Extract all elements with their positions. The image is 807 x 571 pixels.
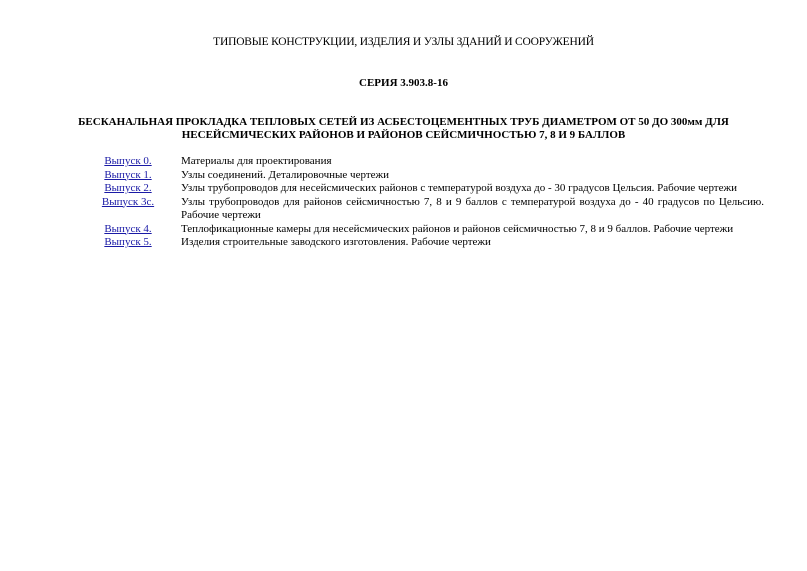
document-top-title: ТИПОВЫЕ КОНСТРУКЦИИ, ИЗДЕЛИЯ И УЗЛЫ ЗДАНИЙ И СООРУЖЕНИЙ bbox=[213, 36, 594, 48]
list-item bbox=[80, 236, 764, 250]
list-item bbox=[80, 196, 764, 223]
issue-link-1[interactable]: Выпуск 1. bbox=[104, 168, 152, 181]
issue-link-4[interactable]: Выпуск 4. bbox=[104, 222, 152, 235]
list-item bbox=[80, 223, 764, 237]
list-item bbox=[80, 155, 764, 169]
issue-link-5[interactable]: Выпуск 5. bbox=[104, 236, 152, 248]
series-title: СЕРИЯ 3.903.8-16 bbox=[359, 77, 448, 89]
issue-description: Материалы для проектирования bbox=[181, 155, 332, 167]
issue-link-2[interactable]: Выпуск 2. bbox=[104, 182, 152, 194]
issue-link-0[interactable]: Выпуск 0. bbox=[104, 155, 152, 167]
issue-description: Узлы соединений. Деталировочные чертежи bbox=[181, 168, 390, 181]
main-title: БЕСКАНАЛЬНАЯ ПРОКЛАДКА ТЕПЛОВЫХ СЕТЕЙ ИЗ АСБЕСТОЦЕМЕНТНЫХ ТРУБ ДИАМЕТРОМ ОТ 50 ДО 300мм ДЛЯ НЕСЕЙСМИЧЕСКИХ РАЙОНОВ И РАЙОНОВ СЕЙСМИЧНОСТЬЮ 7, 8 И 9 БАЛЛОВ bbox=[78, 116, 729, 141]
issue-link-3[interactable]: Выпуск 3с. bbox=[101, 195, 155, 208]
issue-description: Узлы трубопроводов для районов сейсмичностью 7, 8 и 9 баллов с температурой воздуха до - 40 градусов по Цельсию. Рабочие чертежи bbox=[181, 195, 764, 221]
issue-description: Узлы трубопроводов для несейсмических районов с температурой воздуха до - 30 градусов Цельсия. Рабочие чертежи bbox=[181, 182, 737, 194]
list-item bbox=[80, 182, 764, 196]
list-item bbox=[80, 169, 764, 183]
issue-description: Теплофикационные камеры для несейсмических районов и районов сейсмичностью 7, 8 и 9 баллов. Рабочие чертежи bbox=[181, 222, 734, 235]
issue-description: Изделия строительные заводского изготовления. Рабочие чертежи bbox=[181, 236, 491, 248]
issues-list bbox=[80, 155, 764, 250]
